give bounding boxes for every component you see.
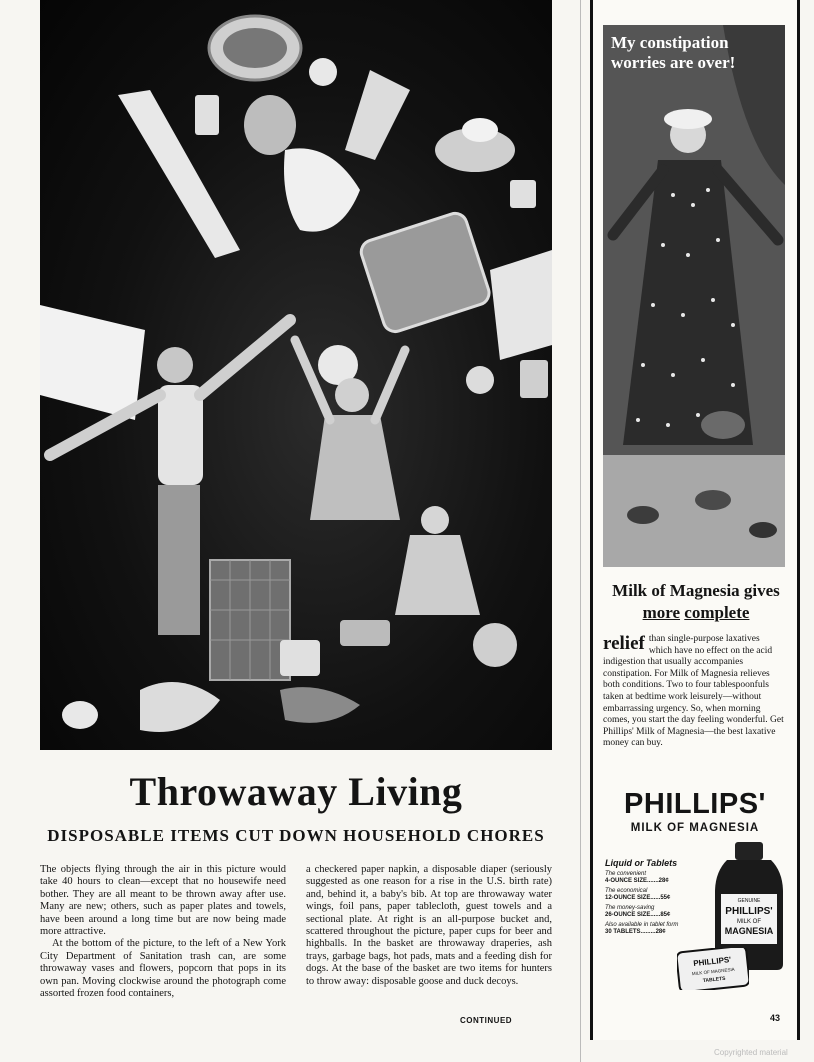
flying-napkin — [284, 148, 360, 231]
article-subhead: DISPOSABLE ITEMS CUT DOWN HOUSEHOLD CHORES — [47, 826, 545, 845]
price-item — [605, 888, 711, 902]
ad-photo — [603, 25, 785, 567]
article-paragraph: a checkered paper napkin, a disposable diaper (seriously suggested as one reason for a rise in the U.S. birth rate) and, behind it, a baby's bib. At top are throwaway water wings, foil pans, paper tablecloth, guest towels and a sectional plate. At right is an all-purpose bucket and, scattered throughout the picture, paper cups for beer and highballs. In the basket are throwaway draperies, ash trays, garbage bags, hot pads, mats and a feeding dish for dogs. At the base of the basket are two items for hunters to throw away: disposable goose and duck decoys. — [306, 864, 552, 987]
flying-ball — [466, 366, 494, 394]
pigeon — [749, 522, 777, 538]
brand-name: PHILLIPS' — [624, 788, 766, 820]
ad-relief: relief — [603, 633, 645, 654]
price-item-value: 30 TABLETS.........28¢ — [605, 929, 666, 935]
price-list — [605, 860, 711, 939]
tin-sub: MILK OF MAGNESIA — [691, 966, 735, 977]
child-dress — [395, 535, 480, 615]
continued-label: CONTINUED — [460, 1016, 513, 1025]
popcorn-pan — [62, 701, 98, 729]
child-head — [421, 506, 449, 534]
article-body — [40, 864, 552, 1000]
pan-inner — [223, 28, 287, 68]
ad-headline — [601, 580, 791, 624]
tin-brand: PHILLIPS' — [692, 955, 732, 968]
brand-product: MILK OF MAGNESIA — [630, 822, 760, 834]
pigeon — [627, 506, 659, 524]
bottle-brand: PHILLIPS' — [725, 906, 773, 917]
bottle-magnesia: MAGNESIA — [724, 926, 774, 936]
article-paragraph: The objects flying through the air in this picture would take 40 hours to clean—except that no housewife need bother. They are all meant to be thrown away after use. Many are new; others, such as paper plates and towels, have been around a long time but are now being made more attractive. — [40, 864, 286, 938]
flying-cup-right — [510, 180, 536, 208]
throwaway-photo — [40, 0, 552, 750]
ad-quote: My constipation worries are over! — [611, 33, 736, 72]
bottle-milk: MILK OF — [736, 919, 762, 925]
article-headline: Throwaway Living — [129, 769, 463, 814]
duck-decoy — [280, 687, 360, 723]
price-item — [605, 922, 711, 936]
price-item — [605, 871, 711, 885]
price-list-title: Liquid or Tablets — [605, 858, 678, 868]
flying-bucket — [490, 250, 552, 360]
girl-dress — [310, 415, 400, 520]
flowers — [140, 682, 220, 732]
flying-cup — [195, 95, 219, 135]
price-item-value: 4-OUNCE SIZE.......28¢ — [605, 878, 669, 884]
pigeon — [695, 490, 731, 510]
tin-tablets: TABLETS — [702, 975, 726, 985]
price-item-label: Also available in tablet form — [605, 922, 679, 928]
boy-head — [157, 347, 193, 383]
ad-headline-complete: complete — [684, 603, 750, 622]
price-item-label: The money-saving — [605, 905, 655, 911]
flying-small-cup — [309, 58, 337, 86]
boy-right-arm — [200, 320, 290, 395]
price-item — [605, 905, 711, 919]
photo-illustration — [40, 0, 552, 750]
bottle-label-top: GENUINE — [737, 898, 761, 904]
article-col-2 — [306, 864, 552, 1000]
ad-body — [603, 634, 785, 750]
article-col-1 — [40, 864, 286, 1000]
girl-right-arm — [375, 350, 405, 420]
phillips-advertisement — [590, 0, 800, 1040]
boy-pants — [158, 485, 200, 635]
price-item-value: 12-OUNCE SIZE......55¢ — [605, 895, 671, 901]
ad-photo-illustration — [603, 25, 785, 567]
ad-headline-more: more — [642, 603, 681, 622]
cup-bottom — [280, 640, 320, 676]
flying-paper-plate — [244, 95, 296, 155]
price-item-value: 26-OUNCE SIZE......85¢ — [605, 912, 671, 918]
copyright-notice: Copyrighted material — [714, 1048, 788, 1057]
price-item-label: The economical — [605, 888, 648, 894]
flying-cup-top — [462, 118, 498, 142]
article-paragraph: At the bottom of the picture, to the left of a New York City Department of Sanitation trash can, are some throwaway vases and flowers, popcorn that pops in its own pan. Moving clockwise around the photograph come assorted frozen food containers, — [40, 938, 286, 1000]
woman-hat — [664, 109, 712, 129]
flying-tablecloth — [40, 305, 145, 420]
tablet-tin-icon — [677, 948, 749, 990]
page-divider — [580, 0, 581, 1062]
price-item-label: The convenient — [605, 871, 647, 877]
flying-cup-edge — [520, 360, 548, 398]
ad-body-text: than single-purpose laxatives which have no effect on the acid indigestion that usually accompanies constipation. For Milk of Magnesia relieves both conditions. Two to four tablespoonfuls taken at bedtime work leisurely—without embarrassing urgency. So, when morning comes, you start the day feeling wonderful. Get Phillips' Milk of Magnesia—the best laxative money can buy. — [603, 634, 784, 749]
boy-shirt — [158, 385, 203, 485]
flying-paper-towel — [118, 90, 240, 258]
ad-headline-text: Milk of Magnesia gives — [612, 581, 780, 600]
flying-paper-bag — [345, 70, 410, 160]
foil-plate-bottom — [473, 623, 517, 667]
flying-pigeon — [701, 411, 745, 439]
page-number: 43 — [770, 1013, 781, 1023]
flying-sectional-plate — [358, 210, 492, 334]
girl-head — [335, 378, 369, 412]
tray-bottom — [340, 620, 390, 646]
